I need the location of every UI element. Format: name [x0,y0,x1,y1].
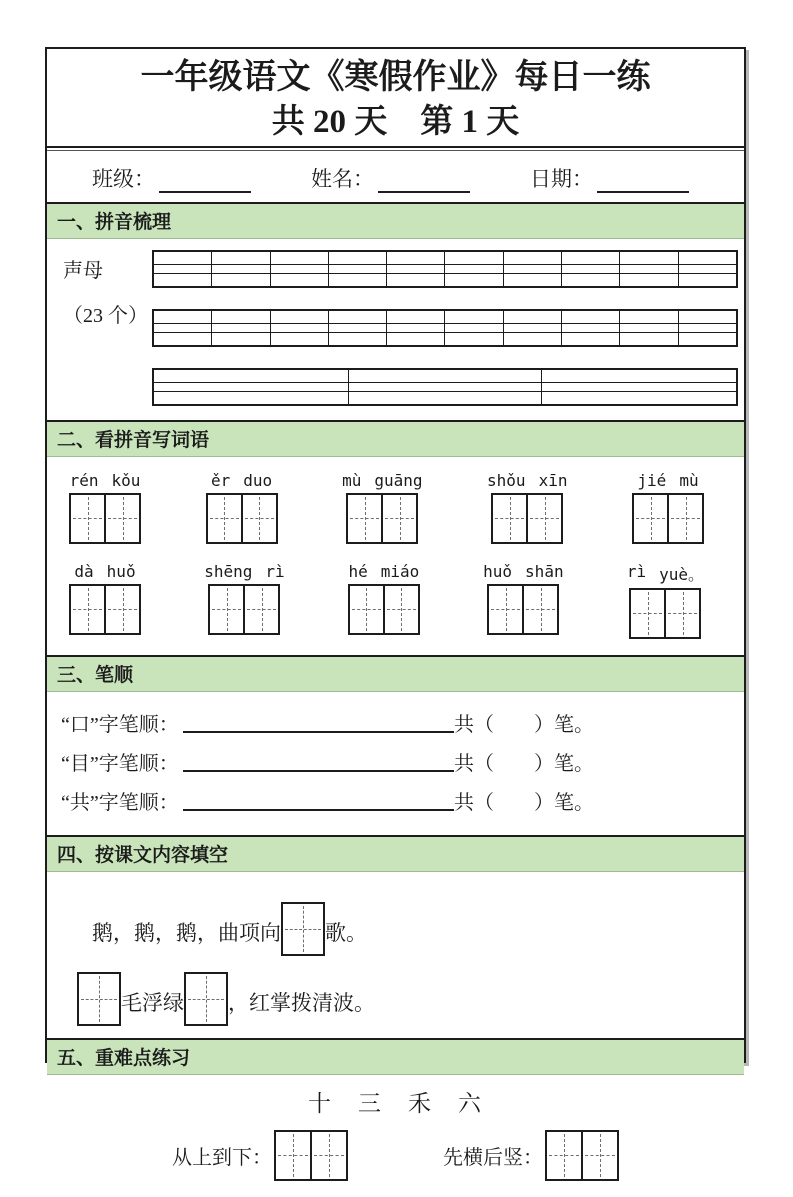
tianzige-cell [210,586,243,633]
class-label: 班级： [92,166,155,191]
section4-header: 四、按课文内容填空 [47,835,744,872]
tianzige-cell [526,495,561,542]
tianzige-cell [581,1132,617,1179]
pinyin-syllable: yuè。 [659,564,704,584]
pinyin-grid-cell [153,323,212,332]
pinyin-syllable: shēng [204,561,253,581]
pinyin-syllable: xīn [538,470,568,490]
poem-line2-text: 毛浮绿 [121,990,184,1015]
pinyin-word [206,471,278,544]
answer-line [183,731,454,733]
writing-grid [274,1130,348,1181]
practice-characters: 十 三 禾 六 [308,1090,483,1116]
pinyin-word [348,562,420,639]
initials-label-text: 声母 [63,259,103,282]
answer-line [183,809,454,811]
section4-body [47,872,744,1038]
pinyin-word [342,471,422,544]
date-field [530,163,689,193]
section1-header: 一、拼音梳理 [47,202,744,239]
pinyin-grid-cell [212,251,270,265]
writing-grid [346,493,418,544]
pinyin-grid-cell [542,369,737,383]
pinyin-grid-cell [620,323,678,332]
tianzige-cell [79,974,119,1024]
stroke-order-prefix: “口”字笔顺： [61,713,179,736]
pinyin-grid-cell [153,273,212,287]
stroke-order-row [61,786,594,815]
pinyin-grid-cell [503,310,561,324]
pinyin-syllable: hé [348,561,368,581]
pinyin-grid-cell [503,251,561,265]
pinyin-grid-cell [153,310,212,324]
pinyin-grid-cell [348,369,542,383]
pinyin-grid-cell [542,391,737,405]
pinyin-grid-cell [270,264,328,273]
tianzige-cell [634,495,667,542]
pinyin-grid-cell [387,332,445,346]
pinyin-grid-cell [328,332,386,346]
class-blank-line [159,169,251,193]
pinyin-word [487,471,567,544]
tianzige-cell [631,590,664,637]
pinyin-grid-cell [387,323,445,332]
pinyin-grid-cell [153,382,348,391]
tianzige-cell [664,590,699,637]
class-field [92,163,251,193]
pinyin-grid-cell [503,332,561,346]
tianzige-cell [522,586,557,633]
pinyin-label [204,562,284,581]
pinyin-label [487,471,567,490]
writing-grid [491,493,563,544]
pinyin-grid-cell [153,369,348,383]
writing-grid [632,493,704,544]
pinyin-grid-cell [678,251,737,265]
tianzige-cell [667,495,702,542]
stroke-count-suffix: 共（ ）笔。 [454,791,594,814]
answer-line [183,770,454,772]
writing-grid [206,493,278,544]
pinyin-grid-cell [445,332,503,346]
date-blank-line [597,169,689,193]
pinyin-word-row-2 [69,562,704,639]
writing-grid [208,584,280,635]
tianzige-cell [489,586,522,633]
pinyin-grid-cell [270,310,328,324]
pinyin-grid-cell [620,332,678,346]
pinyin-grid-cell [212,273,270,287]
pinyin-grid-cell [562,251,620,265]
section3-body [47,692,744,835]
pinyin-word [483,562,563,639]
pinyin-grid-cell [620,310,678,324]
tianzige-cell [547,1132,581,1179]
writing-grid [545,1130,619,1181]
pinyin-grid-cell [678,323,737,332]
tianzige-cell [241,495,276,542]
practice-item-horizontal-first [443,1130,619,1181]
pinyin-grid-cell [562,310,620,324]
tianzige-cell [243,586,278,633]
poem-line-1 [92,902,744,956]
pinyin-grid-table [152,250,738,288]
tianzige-cell [186,974,226,1024]
pinyin-grid-cell [562,323,620,332]
practice-item-top-to-bottom [172,1130,348,1181]
pinyin-grid-cell [542,382,737,391]
pinyin-grid-cell [445,264,503,273]
pinyin-grid-cell [678,264,737,273]
pinyin-word [69,471,141,544]
writing-grid [69,493,141,544]
pinyin-grid-cell [445,251,503,265]
tianzige-cell [71,586,104,633]
tianzige-cell [276,1132,310,1179]
pinyin-word [204,562,284,639]
pinyin-grid-cell [212,323,270,332]
worksheet-page [45,47,746,1169]
pinyin-syllable: rì [265,561,285,581]
stroke-order-row [61,747,594,776]
pinyin-syllable: huǒ [106,561,136,581]
stroke-order-row [61,708,594,737]
fill-in-box [77,972,121,1026]
pinyin-label [627,562,704,585]
pinyin-label [70,471,141,490]
pinyin-syllable: guāng [374,470,423,490]
pinyin-syllable: rén [69,470,99,490]
pinyin-grid-cell [620,264,678,273]
tianzige-cell [283,904,323,954]
pinyin-grid-cell [387,251,445,265]
pinyin-grid-cell [153,391,348,405]
practice-label: 先横后竖： [443,1146,543,1169]
pinyin-syllable: mù [342,470,362,490]
tianzige-cell [350,586,383,633]
pinyin-word [632,471,704,544]
pinyin-word [627,562,704,639]
fill-in-box [281,902,325,956]
pinyin-word-row-1 [69,471,704,544]
pinyin-syllable: miáo [380,561,420,581]
pinyin-syllable: ěr [210,470,231,490]
pinyin-grid-cell [678,273,737,287]
page-title: 一年级语文《寒假作业》每日一练 [140,59,651,96]
practice-label: 从上到下： [172,1146,272,1169]
poem-line-2 [77,972,744,1026]
pinyin-grid-cell [212,264,270,273]
tianzige-cell [493,495,526,542]
poem-line1-end: 歌。 [325,920,367,945]
pinyin-grid-cell [270,323,328,332]
pinyin-syllable: duo [243,470,273,490]
pinyin-grid-cell [153,251,212,265]
stroke-count-suffix: 共（ ）笔。 [454,713,594,736]
pinyin-grid-cell [348,391,542,405]
pinyin-grid-cell [387,273,445,287]
tianzige-cell [348,495,381,542]
pinyin-grid-cell [328,323,386,332]
pinyin-grid-cell [270,251,328,265]
pinyin-grid-cell [270,332,328,346]
pinyin-grid-cell [445,273,503,287]
poem-line1-text: 鹅，鹅，鹅，曲项向 [92,920,281,945]
writing-grid [629,588,701,639]
pinyin-grid-cell [503,323,561,332]
pinyin-grid-cell [328,264,386,273]
section2-body [47,457,744,655]
pinyin-label [637,471,698,490]
poem-line2-end: ，红掌拨清波。 [228,990,375,1015]
date-label: 日期： [530,166,593,191]
pinyin-grid-table [152,368,738,406]
initials-count-text: （23 个） [63,304,148,327]
pinyin-grid-table [152,309,738,347]
section1-body [47,239,744,420]
stroke-order-prefix: “共”字笔顺： [61,791,179,814]
initials-side-label [57,250,152,406]
pinyin-grid-cell [620,273,678,287]
pinyin-grid-cell [445,310,503,324]
pinyin-label [483,562,563,581]
pinyin-label [349,562,420,581]
section2-header: 二、看拼音写词语 [47,420,744,457]
pinyin-grid-cell [387,310,445,324]
pinyin-syllable: mù [679,470,699,490]
pinyin-grid-cell [387,264,445,273]
pinyin-grid-cell [212,310,270,324]
tianzige-cell [383,586,418,633]
tianzige-cell [208,495,241,542]
pinyin-label [74,562,135,581]
pinyin-grid-cell [503,264,561,273]
pinyin-label [342,471,422,490]
section3-header: 三、笔顺 [47,655,744,692]
pinyin-syllable: huǒ [483,561,513,581]
name-field [311,163,470,193]
pinyin-grid-cell [153,332,212,346]
pinyin-grid-cell [270,273,328,287]
pinyin-syllable: rì [626,561,647,581]
tianzige-cell [310,1132,346,1179]
student-info-row [47,150,744,202]
section5-body [47,1075,744,1197]
pinyin-tables [152,250,738,406]
pinyin-grid-cell [153,264,212,273]
writing-grid [487,584,559,635]
pinyin-grid-cell [348,382,542,391]
pinyin-grid-cell [212,332,270,346]
pinyin-grid-cell [562,273,620,287]
pinyin-grid-cell [328,310,386,324]
practice-row [47,1130,744,1181]
pinyin-grid-cell [562,332,620,346]
pinyin-syllable: kǒu [111,470,141,490]
pinyin-syllable: dà [74,561,94,581]
stroke-order-prefix: “目”字笔顺： [61,752,179,775]
writing-grid [348,584,420,635]
pinyin-syllable: shān [525,561,564,581]
title-block [47,49,744,148]
pinyin-grid-cell [445,323,503,332]
pinyin-grid-cell [678,332,737,346]
writing-grid [69,584,141,635]
stroke-count-suffix: 共（ ）笔。 [454,752,594,775]
section5-header: 五、重难点练习 [47,1038,744,1075]
pinyin-syllable: shǒu [487,470,526,490]
pinyin-label [211,471,272,490]
tianzige-cell [104,586,139,633]
name-blank-line [378,169,470,193]
pinyin-syllable: jié [637,470,667,490]
fill-in-box [184,972,228,1026]
pinyin-grid-cell [503,273,561,287]
pinyin-grid-cell [620,251,678,265]
tianzige-cell [104,495,139,542]
tianzige-cell [71,495,104,542]
pinyin-grid-cell [328,251,386,265]
name-label: 姓名： [311,166,374,191]
pinyin-word [69,562,141,639]
tianzige-cell [381,495,416,542]
pinyin-grid-cell [678,310,737,324]
page-subtitle: 共 20 天 第 1 天 [271,103,520,140]
pinyin-grid-cell [562,264,620,273]
pinyin-grid-cell [328,273,386,287]
